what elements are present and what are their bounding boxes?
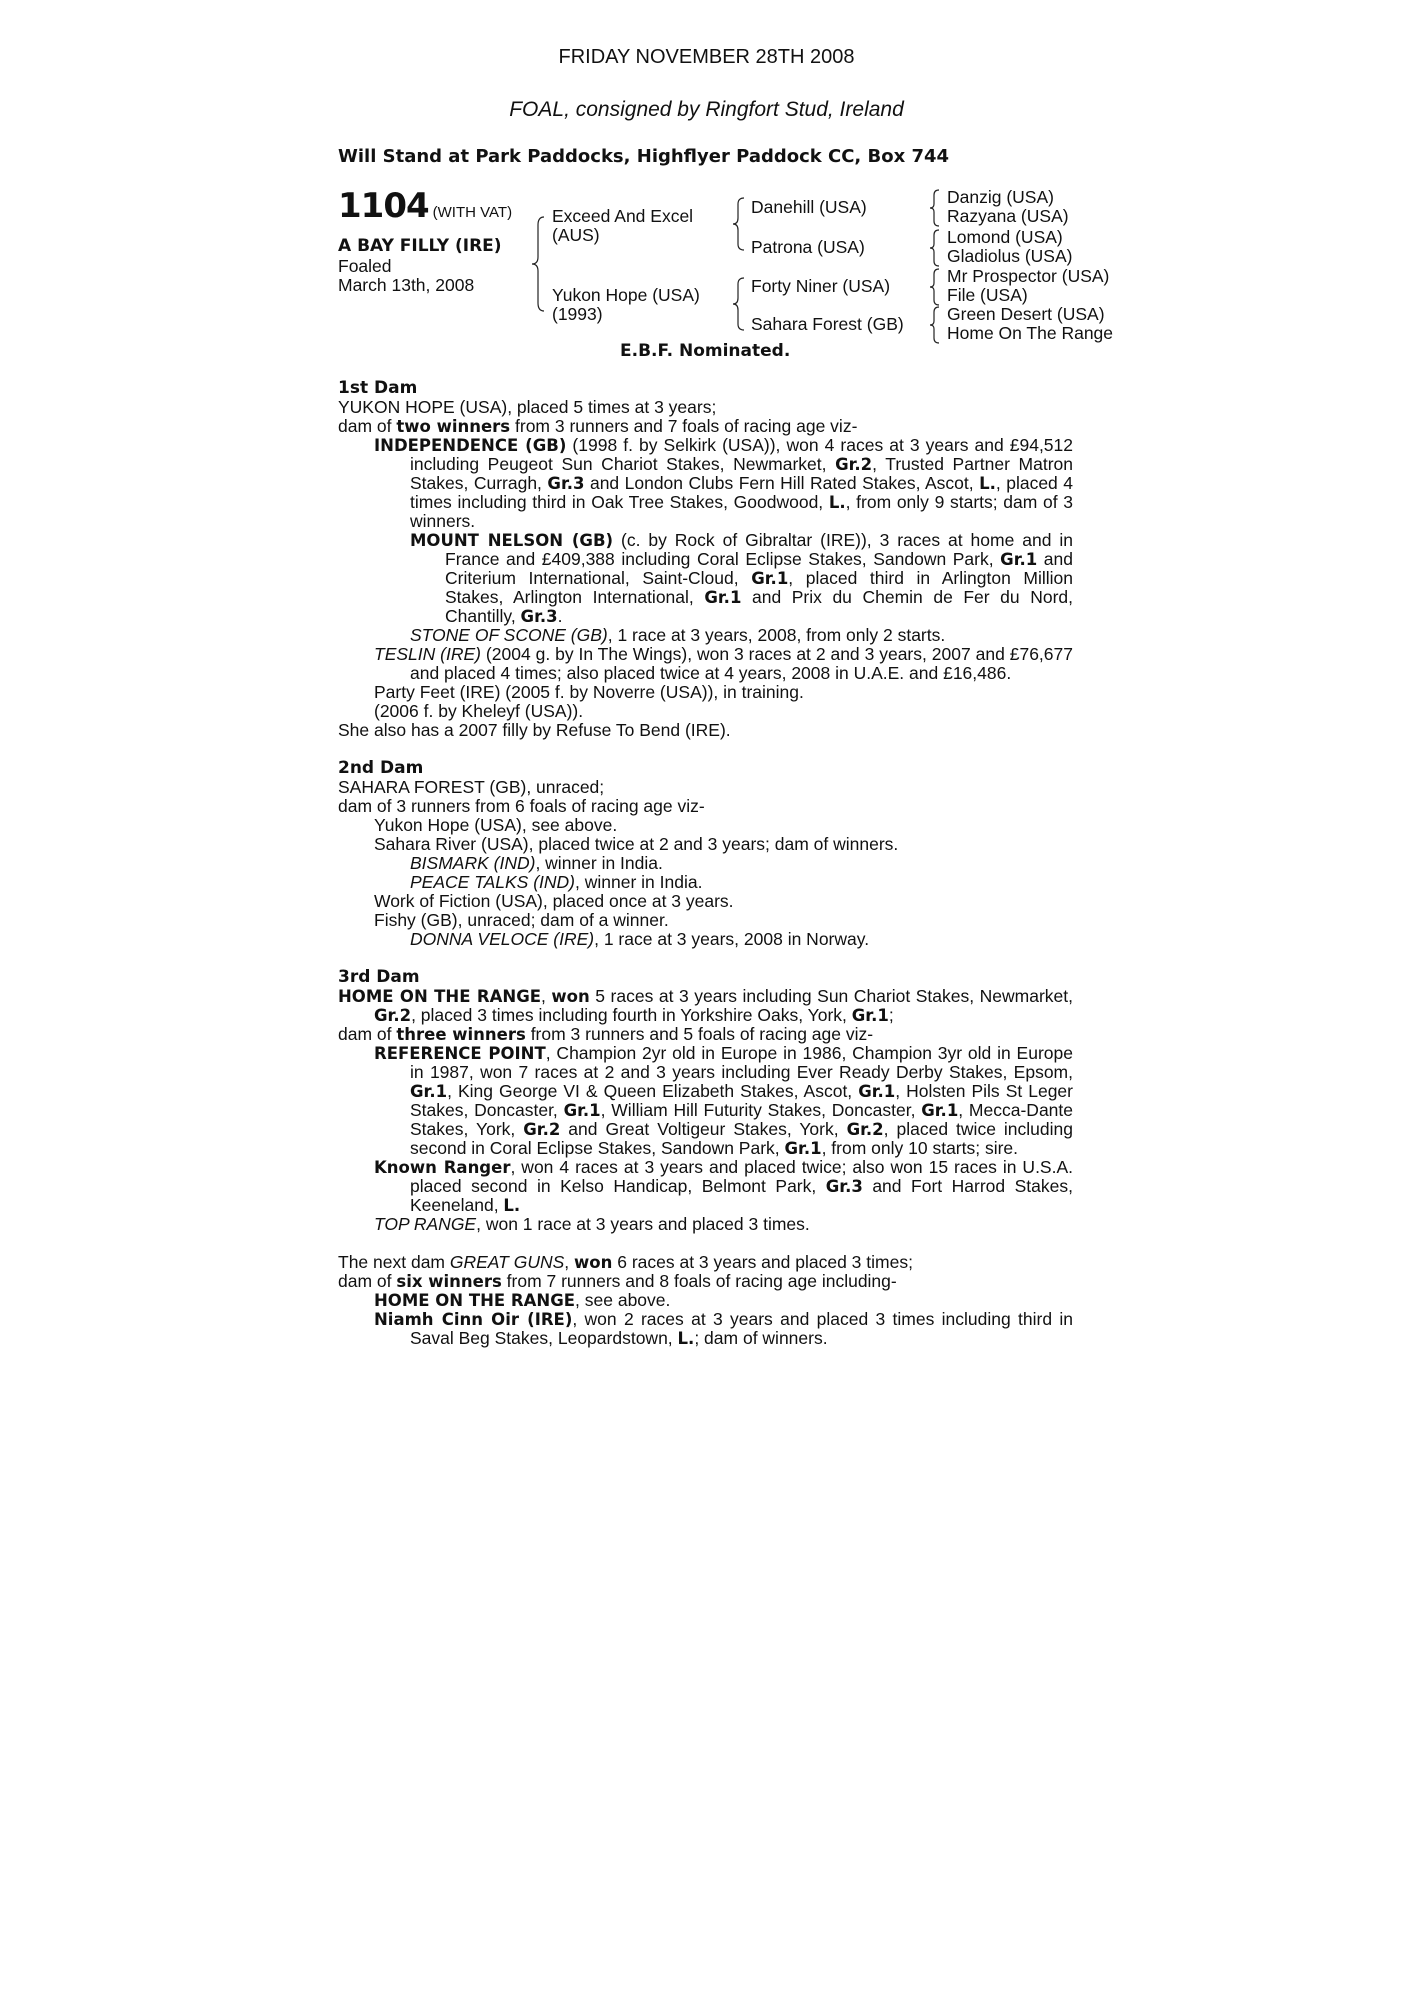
- second-dam-child: Sahara River (USA), placed twice at 2 and 3 years; dam of winners.: [374, 834, 899, 854]
- consignment-line: FOAL, consigned by Ringfort Stud, Ireland: [509, 98, 904, 121]
- pedigree-sire-dam: Patrona (USA): [751, 237, 865, 257]
- sale-date: FRIDAY NOVEMBER 28TH 2008: [558, 46, 855, 68]
- pedigree-bracket-main: [530, 215, 550, 315]
- pedigree-bracket-dam: [732, 276, 748, 336]
- stand-location: Will Stand at Park Paddocks, Highflyer Paddock CC, Box 744: [338, 146, 950, 167]
- lot-number: 1104: [338, 186, 429, 226]
- second-dam-child: Yukon Hope (USA), see above.: [374, 815, 618, 835]
- produce-niamh-cinn-oir: Niamh Cinn Oir (IRE), won 2 races at 3 years and placed 3 times including third in Saval Beg Stakes, Leopardstown, L.; dam of winners.: [374, 1309, 1073, 1348]
- produce-reference-point: REFERENCE POINT, Champion 2yr old in Europe in 1986, Champion 3yr old in Europe in 1987, won 7 races at 2 and 3 years including Ever Ready Derby Stakes, Epsom, Gr.1, King George VI & Queen Elizabeth Stakes, Ascot, Gr.1, Holsten Pils St Leger Stakes, Doncaster, Gr.1, William Hill Futurity Stakes, Doncaster, Gr.1, Mecca-Dante Stakes, York, Gr.2 and Great Voltigeur Stakes, York, Gr.2, placed twice including second in Coral Eclipse Stakes, Sandown Park, Gr.1, from only 10 starts; sire.: [374, 1043, 1074, 1158]
- ebf-nomination: E.B.F. Nominated.: [620, 341, 791, 361]
- produce-home-on-the-range: HOME ON THE RANGE, see above.: [374, 1290, 671, 1310]
- pedigree-g4: Gladiolus (USA): [947, 246, 1073, 266]
- pedigree-bracket-g78: [929, 306, 943, 346]
- second-dam-child: Fishy (GB), unraced; dam of a winner.: [374, 910, 669, 930]
- second-dam-produce: dam of 3 runners from 6 foals of racing age viz-: [338, 796, 705, 816]
- third-dam-produce: dam of three winners from 3 runners and 5 foals of racing age viz-: [338, 1024, 874, 1044]
- produce-top-range: TOP RANGE, won 1 race at 3 years and placed 3 times.: [374, 1214, 810, 1234]
- second-dam-grandchild: PEACE TALKS (IND), winner in India.: [410, 872, 703, 892]
- pedigree-g3: Lomond (USA): [947, 227, 1063, 247]
- second-dam-grandchild: DONNA VELOCE (IRE), 1 race at 3 years, 2008 in Norway.: [410, 929, 870, 949]
- first-dam-line: YUKON HOPE (USA), placed 5 times at 3 years;: [338, 397, 717, 417]
- pedigree-dam: Yukon Hope (USA) (1993): [552, 285, 700, 324]
- pedigree-sire: Exceed And Excel (AUS): [552, 206, 694, 245]
- second-dam-line: SAHARA FOREST (GB), unraced;: [338, 777, 605, 797]
- foaled-label: Foaled: [338, 256, 392, 276]
- produce-known-ranger: Known Ranger, won 4 races at 3 years and placed twice; also won 15 races in U.S.A. placed second in Kelso Handicap, Belmont Park, Gr.3 and Fort Harrod Stakes, Keeneland, L.: [374, 1157, 1073, 1215]
- vat-note: (WITH VAT): [432, 204, 513, 221]
- second-dam-grandchild: BISMARK (IND), winner in India.: [410, 853, 663, 873]
- third-dam-line: HOME ON THE RANGE, won 5 races at 3 years including Sun Chariot Stakes, Newmarket, Gr.2, placed 3 times including fourth in Yorkshire Oaks, York, Gr.1;: [338, 986, 1073, 1025]
- produce-stone-of-scone: STONE OF SCONE (GB), 1 race at 3 years, 2008, from only 2 starts.: [410, 625, 946, 645]
- pedigree-sire-sire: Danehill (USA): [751, 197, 867, 217]
- catalogue-body: [338, 379, 1073, 1348]
- pedigree-g5: Mr Prospector (USA): [947, 266, 1110, 286]
- first-dam-also: She also has a 2007 filly by Refuse To Bend (IRE).: [338, 720, 731, 740]
- pedigree-bracket-g34: [929, 229, 943, 269]
- second-dam-child: Work of Fiction (USA), placed once at 3 years.: [374, 891, 734, 911]
- horse-name: A BAY FILLY (IRE): [338, 236, 502, 256]
- horse-details: [338, 237, 502, 295]
- pedigree-g6: File (USA): [947, 285, 1028, 305]
- pedigree-bracket-sire: [732, 196, 748, 256]
- second-dam-heading: 2nd Dam: [338, 758, 424, 778]
- pedigree-g1: Danzig (USA): [947, 187, 1054, 207]
- produce-independence: INDEPENDENCE (GB) (1998 f. by Selkirk (USA)), won 4 races at 3 years and £94,512 including Peugeot Sun Chariot Stakes, Newmarket, Gr.2, Trusted Partner Matron Stakes, Curragh, Gr.3 and London Clubs Fern Hill Rated Stakes, Ascot, L., placed 4 times including third in Oak Tree Stakes, Goodwood, L., from only 9 starts; dam of 3 winners.: [374, 435, 1074, 531]
- foaled-date: March 13th, 2008: [338, 275, 475, 295]
- next-dam-line: The next dam GREAT GUNS, won 6 races at 3 years and placed 3 times;: [338, 1252, 913, 1272]
- pedigree-bracket-g56: [929, 268, 943, 308]
- produce-kheleyf-filly: (2006 f. by Kheleyf (USA)).: [374, 701, 584, 721]
- next-dam-produce: dam of six winners from 7 runners and 8 foals of racing age including-: [338, 1271, 897, 1291]
- first-dam-produce: dam of two winners from 3 runners and 7 foals of racing age viz-: [338, 416, 858, 436]
- pedigree-dam-sire: Forty Niner (USA): [751, 276, 891, 296]
- pedigree-dam-dam: Sahara Forest (GB): [751, 314, 904, 334]
- pedigree-g8: Home On The Range: [947, 323, 1114, 343]
- pedigree-g2: Razyana (USA): [947, 206, 1069, 226]
- lot-heading: [338, 186, 512, 226]
- produce-party-feet: Party Feet (IRE) (2005 f. by Noverre (USA)), in training.: [374, 682, 804, 702]
- first-dam-heading: 1st Dam: [338, 378, 418, 398]
- pedigree-bracket-g12: [929, 189, 943, 229]
- third-dam-heading: 3rd Dam: [338, 967, 420, 987]
- pedigree-g7: Green Desert (USA): [947, 304, 1105, 324]
- produce-teslin: TESLIN (IRE) (2004 g. by In The Wings), won 3 races at 2 and 3 years, 2007 and £76,677 and placed 4 times; also placed twice at 4 years, 2008 in U.A.E. and £16,486.: [374, 644, 1073, 683]
- produce-mount-nelson: MOUNT NELSON (GB) (c. by Rock of Gibraltar (IRE)), 3 races at home and in France and £409,388 including Coral Eclipse Stakes, Sandown Park, Gr.1 and Criterium International, Saint-Cloud, Gr.1, placed third in Arlington Million Stakes, Arlington International, Gr.1 and Prix du Chemin de Fer du Nord, Chantilly, Gr.3.: [410, 530, 1074, 626]
